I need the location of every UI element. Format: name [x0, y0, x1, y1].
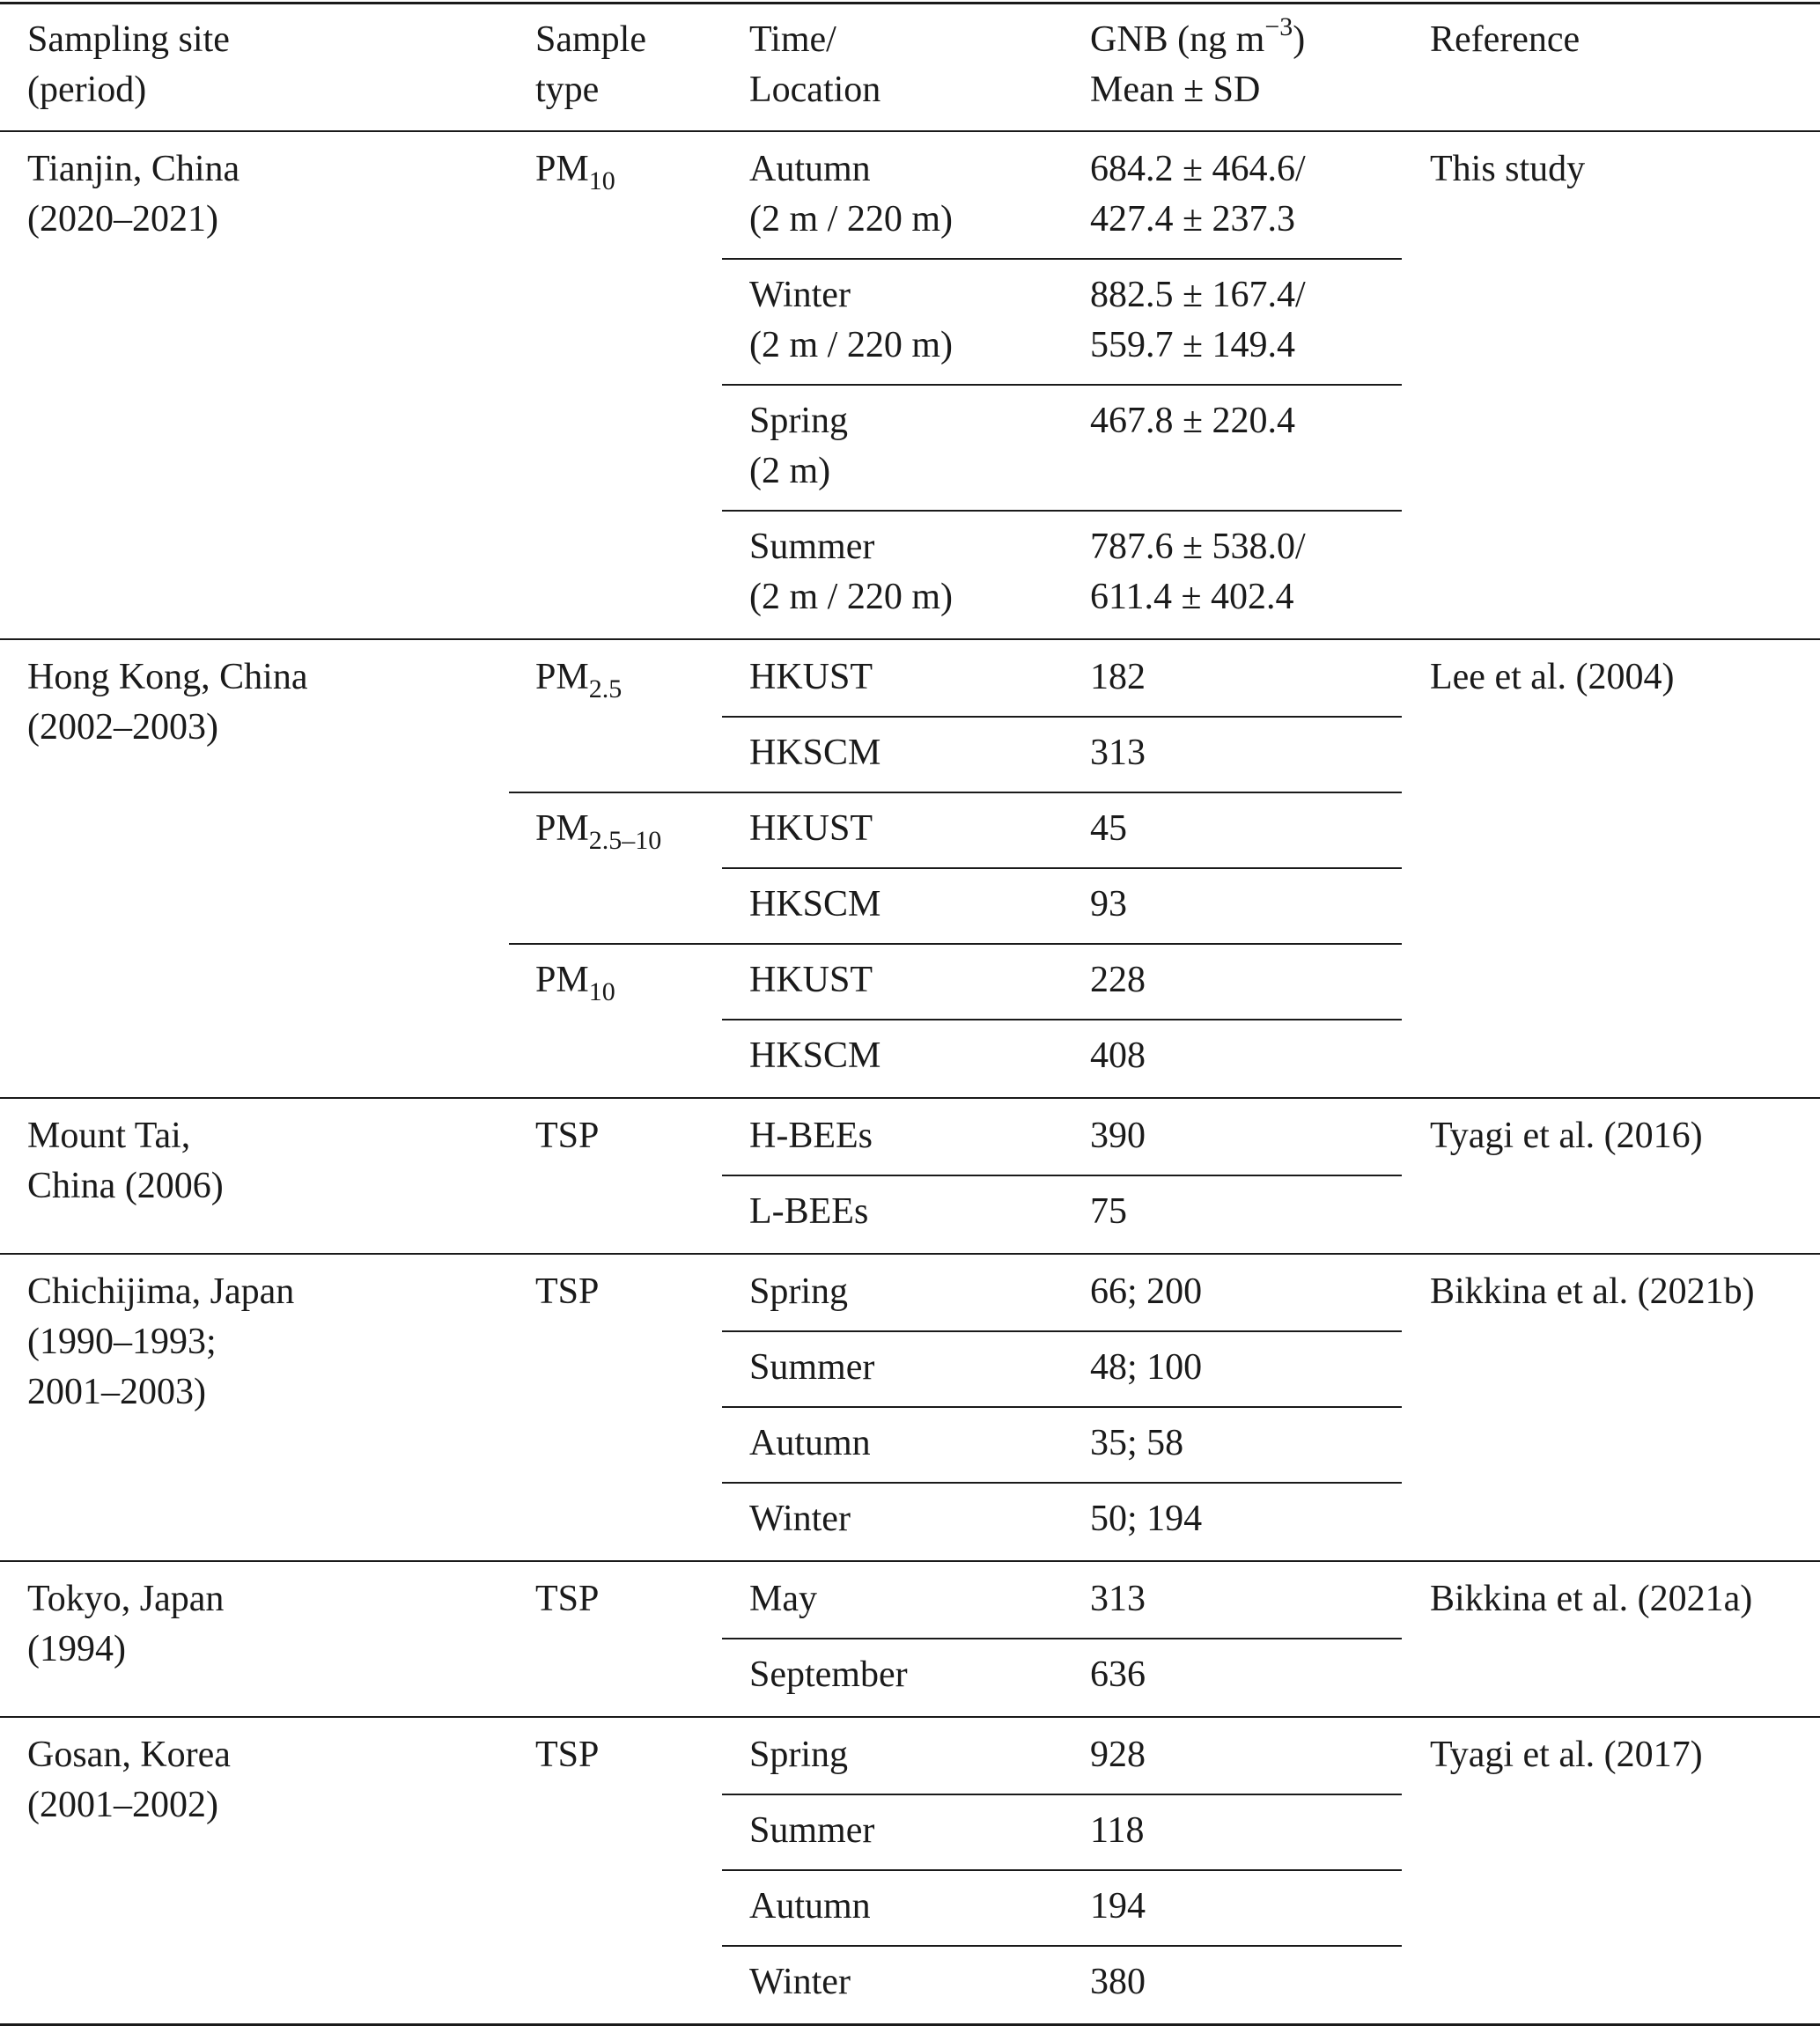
time-location-cell: HKUST — [749, 808, 873, 849]
gnb-value-cell: 93 — [1090, 884, 1127, 925]
reference-cell: Bikkina et al. (2021a) — [1430, 1579, 1753, 1619]
row-rule — [722, 510, 1402, 512]
group-rule — [0, 1097, 1820, 1099]
group-rule — [0, 1253, 1820, 1255]
sample-type-rule — [509, 943, 1402, 945]
gnb-value-cell: 636 — [1090, 1654, 1146, 1695]
sampling-site-cell: (1994) — [27, 1629, 126, 1669]
header-reference: Reference — [1430, 19, 1581, 60]
gnb-value-cell: 313 — [1090, 733, 1146, 773]
header-time-location: Time/ — [749, 19, 836, 60]
time-location-cell: Winter — [749, 275, 851, 315]
gnb-value-cell: 182 — [1090, 657, 1146, 697]
time-location-cell: (2 m / 220 m) — [749, 199, 953, 239]
gnb-value-cell: 882.5 ± 167.4/ — [1090, 275, 1306, 315]
gnb-value-cell: 228 — [1090, 960, 1146, 1000]
time-location-cell: Winter — [749, 1962, 851, 2002]
sampling-site-cell: (2002–2003) — [27, 707, 218, 748]
row-rule — [722, 1638, 1402, 1639]
sampling-site-cell: Tianjin, China — [27, 149, 240, 189]
gnb-value-cell: 194 — [1090, 1886, 1146, 1927]
time-location-cell: (2 m / 220 m) — [749, 577, 953, 617]
sampling-site-cell: Chichijima, Japan — [27, 1271, 295, 1312]
gnb-value-cell: 313 — [1090, 1579, 1146, 1619]
sample-type-label: PM — [535, 149, 589, 189]
sampling-site-cell: Hong Kong, China — [27, 657, 308, 697]
reference-cell: Bikkina et al. (2021b) — [1430, 1271, 1755, 1312]
sample-type-label: PM — [535, 657, 589, 697]
gnb-value-cell: 35; 58 — [1090, 1423, 1184, 1463]
sample-type-subscript: 10 — [588, 166, 615, 195]
time-location-cell: Autumn — [749, 1423, 871, 1463]
row-rule — [722, 1945, 1402, 1947]
reference-cell: Tyagi et al. (2017) — [1430, 1735, 1703, 1775]
row-rule — [722, 716, 1402, 718]
row-rule — [722, 1019, 1402, 1020]
sample-type-label: PM — [535, 960, 589, 1000]
time-location-cell: (2 m) — [749, 451, 831, 491]
time-location-cell: May — [749, 1579, 817, 1619]
time-location-cell: HKUST — [749, 657, 873, 697]
sample-type-rule — [509, 792, 1402, 793]
gnb-value-cell: 408 — [1090, 1035, 1146, 1076]
time-location-cell: Spring — [749, 401, 849, 441]
gnb-value-cell: 390 — [1090, 1116, 1146, 1156]
gnb-value-cell: 75 — [1090, 1191, 1127, 1232]
sample-type-cell — [535, 1730, 599, 1780]
time-location-cell: Summer — [749, 527, 875, 567]
gnb-value-cell: 427.4 ± 237.3 — [1090, 199, 1296, 239]
group-rule — [0, 1716, 1820, 1718]
reference-cell: This study — [1430, 149, 1586, 189]
time-location-cell: L-BEEs — [749, 1191, 869, 1232]
time-location-cell: Summer — [749, 1810, 875, 1851]
row-rule — [722, 1406, 1402, 1408]
header-bottom-rule — [0, 130, 1820, 132]
sample-type-subscript: 10 — [588, 977, 615, 1006]
row-rule — [722, 867, 1402, 869]
row-rule — [722, 1175, 1402, 1176]
time-location-cell: Winter — [749, 1499, 851, 1539]
header-sampling-site: (period) — [27, 70, 147, 110]
sampling-site-cell: (1990–1993; — [27, 1322, 217, 1362]
row-rule — [722, 258, 1402, 260]
sample-type-label: TSP — [535, 1579, 600, 1619]
sample-type-subscript: 2.5 — [588, 674, 623, 704]
group-rule — [0, 638, 1820, 640]
header-sample-type: Sample — [535, 19, 646, 60]
row-rule — [722, 384, 1402, 386]
gnb-value-cell: 48; 100 — [1090, 1347, 1203, 1388]
header-sampling-site: Sampling site — [27, 19, 230, 60]
time-location-cell: Autumn — [749, 149, 871, 189]
sample-type-cell — [535, 1111, 599, 1161]
header-gnb-unit — [1090, 12, 1306, 65]
sample-type-label: TSP — [535, 1735, 600, 1775]
reference-cell: Tyagi et al. (2016) — [1430, 1116, 1703, 1156]
sample-type-subscript: 2.5–10 — [588, 826, 662, 855]
time-location-cell: HKSCM — [749, 884, 881, 925]
time-location-cell: Summer — [749, 1347, 875, 1388]
time-location-cell: Spring — [749, 1735, 849, 1775]
time-location-cell: HKSCM — [749, 733, 881, 773]
sampling-site-cell: (2020–2021) — [27, 199, 218, 239]
sample-type-cell — [535, 1267, 599, 1317]
gnb-value-cell: 50; 194 — [1090, 1499, 1203, 1539]
sample-type-label: PM — [535, 808, 589, 849]
gnb-value-cell: 559.7 ± 149.4 — [1090, 325, 1296, 365]
gnb-value-cell: 928 — [1090, 1735, 1146, 1775]
time-location-cell: Spring — [749, 1271, 849, 1312]
sample-type-cell — [535, 1574, 599, 1624]
sample-type-label: TSP — [535, 1116, 600, 1156]
table-top-rule — [0, 2, 1820, 4]
header-gnb-unit-close: ) — [1293, 19, 1306, 60]
time-location-cell: Autumn — [749, 1886, 871, 1927]
time-location-cell: HKSCM — [749, 1035, 881, 1076]
row-rule — [722, 1482, 1402, 1484]
row-rule — [722, 1794, 1402, 1795]
row-rule — [722, 1869, 1402, 1871]
time-location-cell: H-BEEs — [749, 1116, 873, 1156]
sampling-site-cell: Gosan, Korea — [27, 1735, 231, 1775]
gnb-value-cell: 787.6 ± 538.0/ — [1090, 527, 1306, 567]
sampling-site-cell: China (2006) — [27, 1166, 224, 1206]
header-sample-type: type — [535, 70, 600, 110]
sampling-site-cell: Tokyo, Japan — [27, 1579, 225, 1619]
sample-type-cell — [535, 144, 615, 195]
time-location-cell: (2 m / 220 m) — [749, 325, 953, 365]
gnb-value-cell: 45 — [1090, 808, 1127, 849]
sampling-site-cell: (2001–2002) — [27, 1785, 218, 1825]
gnb-value-cell: 684.2 ± 464.6/ — [1090, 149, 1306, 189]
header-gnb-unit-exponent: −3 — [1264, 12, 1293, 41]
time-location-cell: September — [749, 1654, 908, 1695]
sample-type-label: TSP — [535, 1271, 600, 1312]
reference-cell: Lee et al. (2004) — [1430, 657, 1675, 697]
header-gnb-stat: Mean ± SD — [1090, 70, 1261, 110]
sample-type-cell — [535, 804, 661, 854]
header-gnb-unit-text: GNB (ng m — [1090, 19, 1265, 60]
sample-type-cell — [535, 652, 622, 703]
gnb-value-cell: 380 — [1090, 1962, 1146, 2002]
header-time-location: Location — [749, 70, 881, 110]
gnb-value-cell: 467.8 ± 220.4 — [1090, 401, 1296, 441]
gnb-value-cell: 118 — [1090, 1810, 1145, 1851]
gnb-value-cell: 611.4 ± 402.4 — [1090, 577, 1294, 617]
gnb-value-cell: 66; 200 — [1090, 1271, 1203, 1312]
sampling-site-cell: Mount Tai, — [27, 1116, 191, 1156]
sample-type-cell — [535, 955, 615, 1006]
row-rule — [722, 1330, 1402, 1332]
sampling-site-cell: 2001–2003) — [27, 1372, 206, 1412]
time-location-cell: HKUST — [749, 960, 873, 1000]
group-rule — [0, 1560, 1820, 1562]
